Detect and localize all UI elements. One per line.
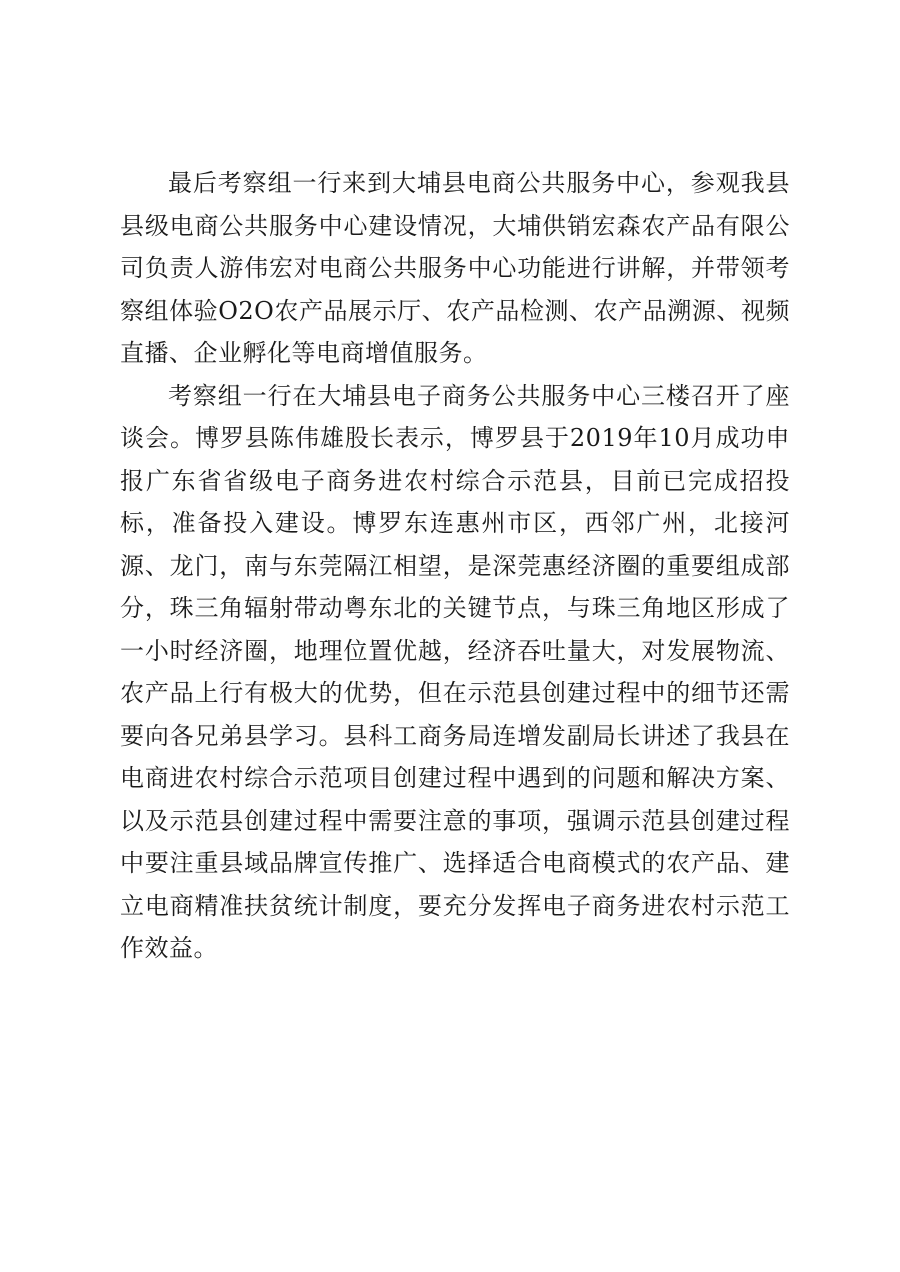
document-body bbox=[120, 162, 790, 970]
paragraph-meeting: 考察组一行在大埔县电子商务公共服务中心三楼召开了座谈会。博罗县陈伟雄股长表示，博罗县于2019年10月成功申报广东省省级电子商务进农村综合示范县，目前已完成招投标，准备投入建设。博罗东连惠州市区，西邻广州，北接河源、龙门，南与东莞隔江相望，是深莞惠经济圈的重要组成部分，珠三角辐射带动粤东北的关键节点，与珠三角地区形成了一小时经济圈，地理位置优越，经济吞吐量大，对发展物流、农产品上行有极大的优势，但在示范县创建过程中的细节还需要向各兄弟县学习。县科工商务局连增发副局长讲述了我县在电商进农村综合示范项目创建过程中遇到的问题和解决方案、以及示范县创建过程中需要注意的事项，强调示范县创建过程中要注重县域品牌宣传推广、选择适合电商模式的农产品、建立电商精准扶贫统计制度，要充分发挥电子商务进农村示范工作效益。 bbox=[120, 381, 790, 962]
paragraph-visit: 最后考察组一行来到大埔县电商公共服务中心，参观我县县级电商公共服务中心建设情况，大埔供销宏森农产品有限公司负责人游伟宏对电商公共服务中心功能进行讲解，并带领考察组体验O2O农产品展示厅、农产品检测、农产品溯源、视频直播、企业孵化等电商增值服务。 bbox=[120, 169, 790, 367]
